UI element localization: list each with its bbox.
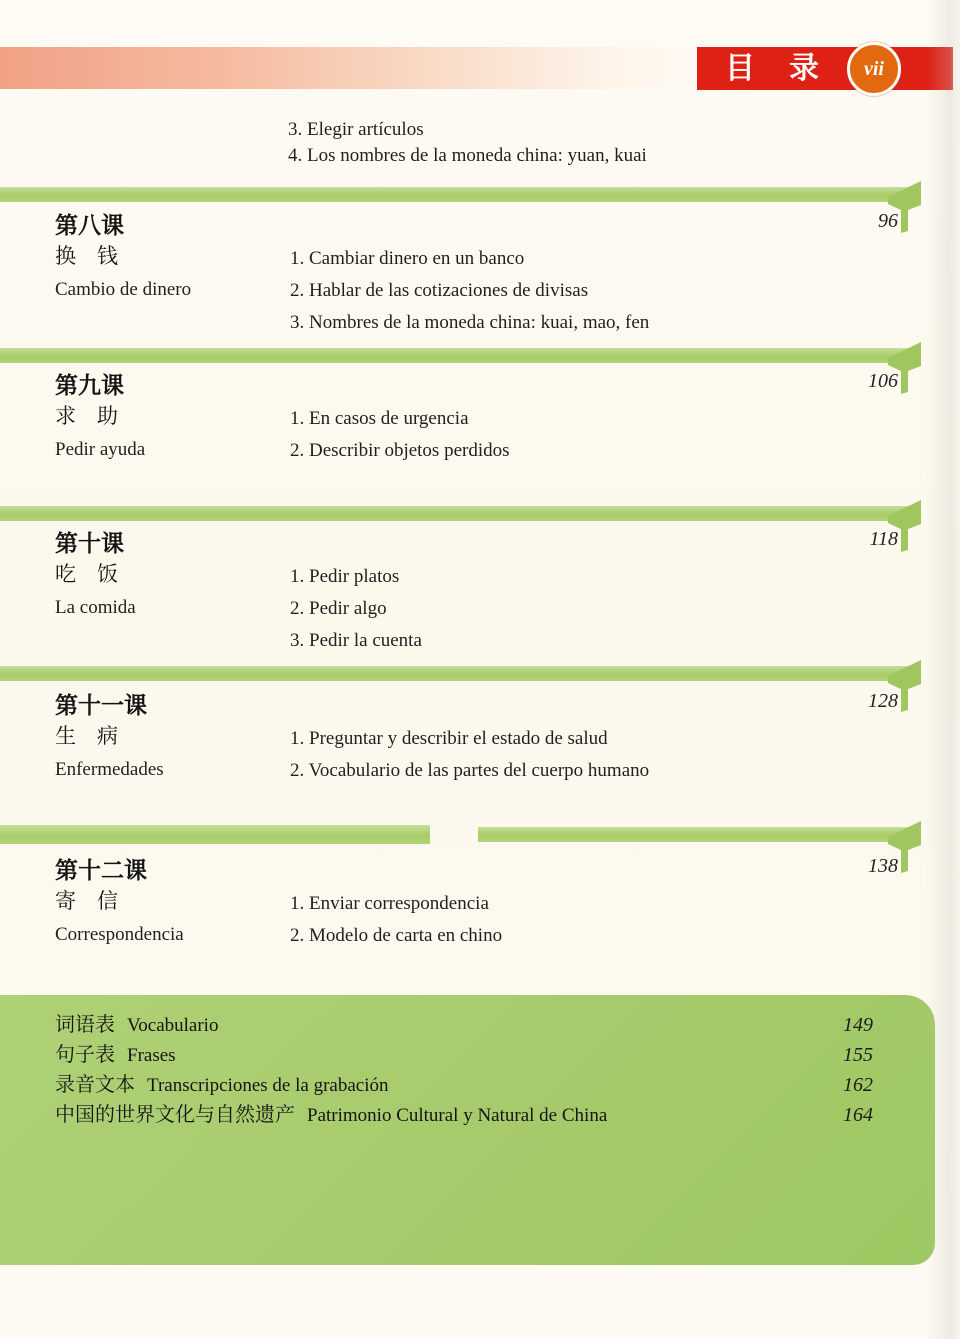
lesson-topic: 2. Modelo de carta en chino bbox=[290, 925, 503, 946]
lesson-topic: 1. Enviar correspondencia bbox=[290, 893, 489, 914]
lesson-topic: 2. Pedir algo bbox=[290, 598, 387, 619]
lesson-topics bbox=[290, 528, 422, 657]
appendix-page-number: 155 bbox=[843, 1044, 873, 1066]
lesson-page-number: 128 bbox=[868, 690, 898, 712]
lesson-topic: 1. Preguntar y describir el estado de salud bbox=[290, 728, 608, 749]
lesson-title-chinese: 第十课 bbox=[55, 530, 124, 556]
section-divider bbox=[0, 187, 908, 202]
appendix-label-spanish: Patrimonio Cultural y Natural de China bbox=[307, 1105, 608, 1126]
lesson-topic: 2. Describir objetos perdidos bbox=[290, 440, 510, 461]
lesson-topics bbox=[290, 210, 649, 339]
lesson-title-chinese: 第十二课 bbox=[55, 857, 147, 883]
lesson-topic: 3. Nombres de la moneda china: kuai, mao, fen bbox=[290, 312, 650, 333]
page-title: 目 录 bbox=[725, 52, 821, 85]
lesson-topic: 2. Vocabulario de las partes del cuerpo humano bbox=[290, 760, 650, 781]
section-divider bbox=[0, 666, 908, 681]
appendix-row bbox=[55, 1070, 935, 1100]
lesson-topic: 2. Hablar de las cotizaciones de divisas bbox=[290, 280, 589, 301]
lesson-subtitle-spanish: La comida bbox=[55, 597, 136, 618]
lesson-entry bbox=[0, 528, 960, 657]
lesson-topic: 3. Elegir artículos bbox=[288, 119, 424, 140]
lesson-subtitle-spanish: Correspondencia bbox=[55, 924, 184, 945]
lesson-subtitle-chinese: 换 钱 bbox=[55, 245, 118, 268]
lesson-subtitle-spanish: Enfermedades bbox=[55, 759, 164, 780]
lesson-entry bbox=[0, 370, 960, 467]
section-divider bbox=[0, 506, 908, 521]
appendix-page-number: 162 bbox=[843, 1074, 873, 1096]
lesson-subtitle-chinese: 求 助 bbox=[55, 405, 118, 428]
lesson-topic: 4. Los nombres de la moneda china: yuan, kuai bbox=[288, 145, 647, 166]
lesson-topic: 1. En casos de urgencia bbox=[290, 408, 469, 429]
lesson-subtitle-spanish: Cambio de dinero bbox=[55, 279, 192, 300]
lesson-entry bbox=[0, 690, 960, 787]
lesson-subtitle-chinese: 寄 信 bbox=[55, 890, 118, 913]
lesson-title-chinese: 第十一课 bbox=[55, 692, 147, 718]
appendix-page-number: 149 bbox=[843, 1014, 873, 1036]
lesson-title-chinese: 第八课 bbox=[55, 212, 124, 238]
lesson-topic: 1. Pedir platos bbox=[290, 566, 400, 587]
lesson-topics bbox=[290, 855, 502, 952]
lesson-subtitle-chinese: 生 病 bbox=[55, 725, 118, 748]
lesson-page-number: 138 bbox=[868, 855, 898, 877]
appendix-label-spanish: Transcripciones de la grabación bbox=[147, 1075, 389, 1096]
lesson-subtitle-spanish: Pedir ayuda bbox=[55, 439, 146, 460]
appendix-label-spanish: Frases bbox=[127, 1045, 176, 1066]
section-divider-left-segment bbox=[0, 825, 430, 844]
appendix-row bbox=[55, 1010, 935, 1040]
lesson-entry bbox=[0, 210, 960, 339]
lesson-page-number: 106 bbox=[868, 370, 898, 392]
header-red-band bbox=[697, 47, 953, 90]
page-number-badge bbox=[847, 42, 901, 96]
appendix-label-chinese: 句子表 bbox=[55, 1044, 115, 1066]
header-gradient-band bbox=[0, 47, 700, 89]
appendix-row bbox=[55, 1040, 935, 1070]
lesson-page-number: 118 bbox=[869, 528, 898, 550]
lesson-topics bbox=[290, 370, 510, 467]
continued-topics bbox=[288, 117, 647, 169]
lesson-entry bbox=[0, 855, 960, 952]
appendix-label-spanish: Vocabulario bbox=[127, 1015, 219, 1036]
section-divider-right-segment bbox=[478, 827, 908, 842]
lesson-page-number: 96 bbox=[878, 210, 898, 232]
appendix-label-chinese: 中国的世界文化与自然遗产 bbox=[55, 1104, 295, 1126]
appendix-block bbox=[0, 995, 935, 1265]
lesson-title-chinese: 第九课 bbox=[55, 372, 124, 398]
appendix-page-number: 164 bbox=[843, 1104, 873, 1126]
lesson-topic: 1. Cambiar dinero en un banco bbox=[290, 248, 525, 269]
appendix-label-chinese: 词语表 bbox=[55, 1014, 115, 1036]
lesson-subtitle-chinese: 吃 饭 bbox=[55, 563, 118, 586]
section-divider bbox=[0, 348, 908, 363]
appendix-label-chinese: 录音文本 bbox=[55, 1074, 135, 1096]
lesson-topics bbox=[290, 690, 649, 787]
appendix-row bbox=[55, 1100, 935, 1130]
lesson-topic: 3. Pedir la cuenta bbox=[290, 630, 422, 651]
page-number-badge-label: vii bbox=[864, 57, 884, 80]
